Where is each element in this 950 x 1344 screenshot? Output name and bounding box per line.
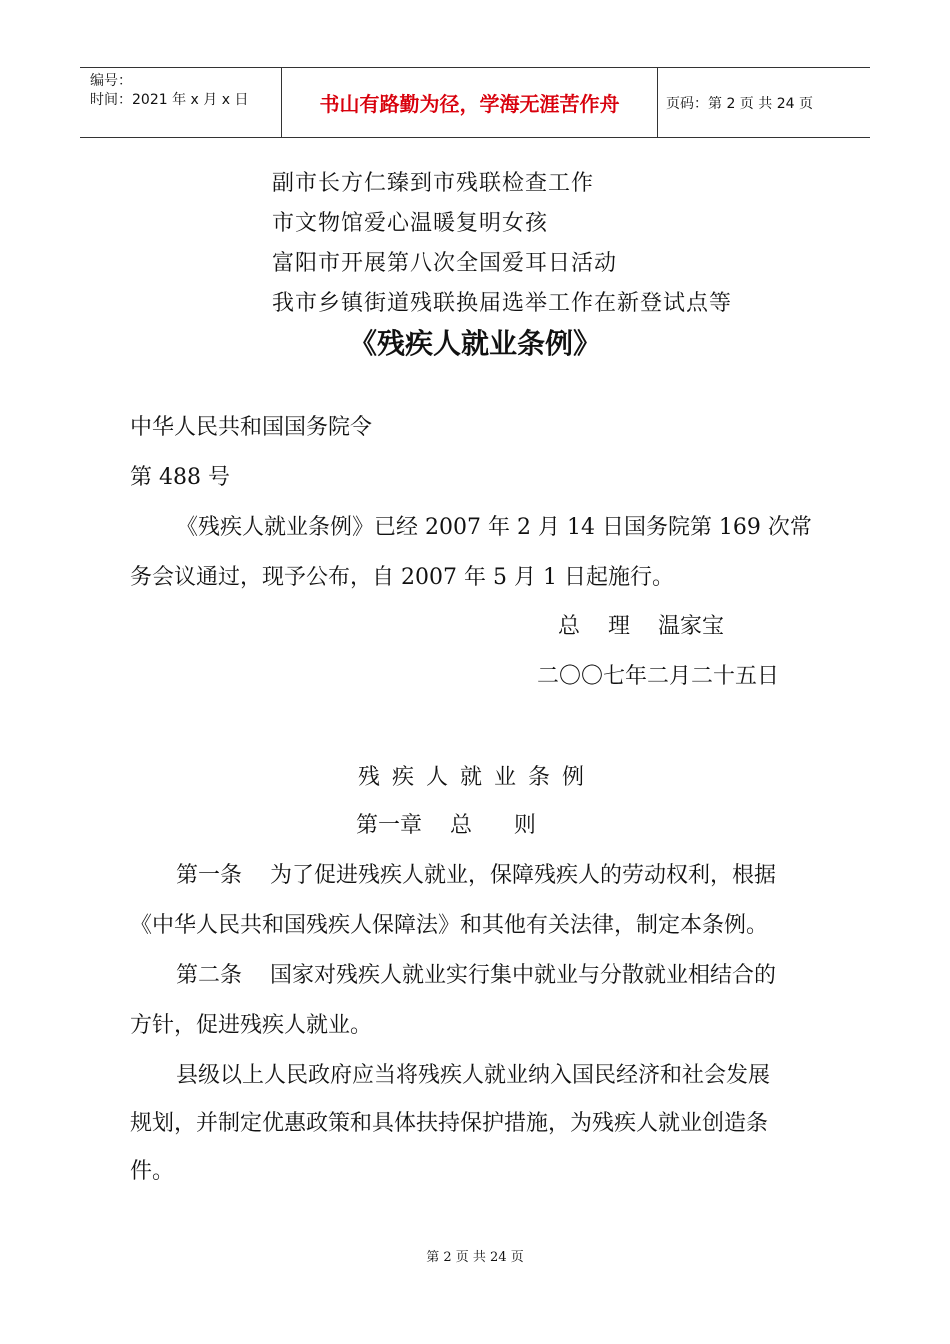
article-line: 第一条 为了促进残疾人就业，保障残疾人的劳动权利，根据	[176, 863, 776, 888]
header-meta	[90, 72, 280, 110]
news-item: 我市乡镇街道残联换届选举工作在新登试点等	[272, 291, 733, 316]
document-title: 《残疾人就业条例》	[348, 327, 601, 360]
news-item: 富阳市开展第八次全国爱耳日活动	[272, 251, 618, 276]
header-number: 编号：	[90, 73, 132, 89]
chapter-heading: 第一章 总 则	[356, 813, 536, 838]
article-line: 县级以上人民政府应当将残疾人就业纳入国民经济和社会发展	[176, 1063, 771, 1088]
article-line: 第二条 国家对残疾人就业实行集中就业与分散就业相结合的	[176, 963, 776, 988]
page-footer: 第 2 页 共 24 页	[426, 1250, 524, 1265]
decree-issuer: 中华人民共和国国务院令	[130, 415, 373, 440]
decree-date: 二〇〇七年二月二十五日	[537, 664, 780, 689]
page-header	[80, 67, 870, 138]
news-item: 副市长方仁臻到市残联检查工作	[272, 171, 595, 196]
decree-paragraph: 务会议通过，现予公布，自 2007 年 5 月 1 日起施行。	[130, 565, 674, 590]
article-line: 方针，促进残疾人就业。	[130, 1013, 373, 1038]
article-line: 件。	[130, 1159, 175, 1184]
header-motto: 书山有路勤为径，学海无涯苦作舟	[319, 92, 620, 116]
decree-paragraph: 《残疾人就业条例》已经 2007 年 2 月 14 日国务院第 169 次常	[176, 515, 812, 540]
article-line: 《中华人民共和国残疾人保障法》和其他有关法律，制定本条例。	[130, 913, 769, 938]
header-time: 时间：2021 年 x 月 x 日	[90, 92, 249, 108]
decree-signer: 总 理 温家宝	[558, 614, 724, 639]
news-item: 市文物馆爱心温暖复明女孩	[272, 211, 549, 236]
header-page-info: 页码：第 2 页 共 24 页	[666, 95, 813, 112]
article-line: 规划，并制定优惠政策和具体扶持保护措施，为残疾人就业创造条	[130, 1111, 769, 1136]
decree-number: 第 488 号	[130, 465, 230, 490]
header-divider	[657, 68, 658, 137]
regulation-title: 残疾人就业条例	[358, 765, 597, 790]
